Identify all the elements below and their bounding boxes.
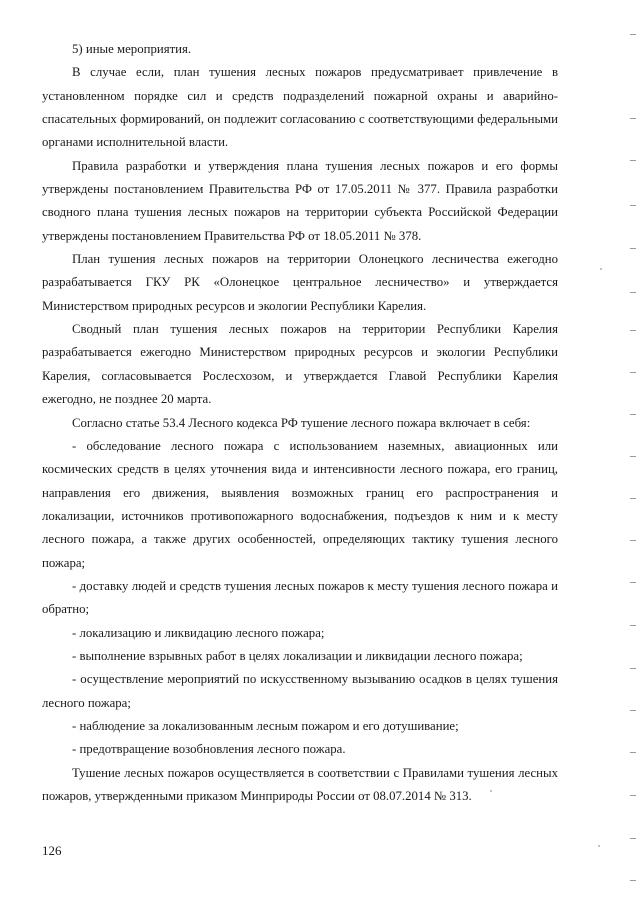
scan-mark — [630, 248, 636, 249]
list-item-artificial-precipitation: - осуществление мероприятий по искусственному вызыванию осадков в целях тушения лесного пожара; — [42, 672, 558, 710]
paragraph-plan-rules: Правила разработки и утверждения плана тушения лесных пожаров и его формы утверждены постановлением Правительства РФ от 17.05.2011 № 377. Правила разработки сводного плана тушения лесных пожаров на территории субъекта Российской Федерации утверждены постановлением Правительства РФ от 18.05.2011 № 378. — [42, 158, 558, 243]
scan-mark — [630, 625, 636, 626]
scan-mark — [630, 292, 636, 293]
scan-mark — [630, 880, 636, 881]
scan-mark — [630, 752, 636, 753]
paragraph-article-53-4: Согласно статье 53.4 Лесного кодекса РФ тушение лесного пожара включает в себя: — [72, 415, 531, 430]
list-item-prevention: - предотвращение возобновления лесного пожара. — [72, 742, 346, 757]
list-item-delivery: - доставку людей и средств тушения лесных пожаров к месту тушения лесного пожара и обратно; — [42, 578, 558, 617]
list-item-blasting: - выполнение взрывных работ в целях локализации и ликвидации лесного пожара; — [72, 648, 523, 663]
list-item-observation: - наблюдение за локализованным лесным пожаром и его дотушивание; — [72, 718, 459, 733]
scan-mark — [630, 118, 636, 119]
paragraph-olonets-plan: План тушения лесных пожаров на территории Олонецкого лесничества ежегодно разрабатывается ГКУ РК «Олонецкое центральное лесничество» и утверждается Министерством природных ресурсов и экологии Республики Карелия. — [42, 252, 558, 313]
scan-mark — [630, 668, 636, 669]
scan-mark — [630, 330, 636, 331]
scan-mark — [630, 205, 636, 206]
scan-mark — [630, 456, 636, 457]
scan-mark — [630, 540, 636, 541]
scan-mark — [630, 498, 636, 499]
scan-edge-marks — [616, 0, 640, 905]
scan-mark — [630, 582, 636, 583]
paragraph-summary-plan: Сводный план тушения лесных пожаров на территории Республики Карелия разрабатывается ежегодно Министерством природных ресурсов и экологии Республики Карелия, согласовывается Рослесхозом, и утверждается Главой Республики Карелия ежегодно, не позднее 20 марта. — [42, 322, 558, 407]
scan-speck — [600, 268, 602, 270]
scan-mark — [630, 160, 636, 161]
scan-mark — [630, 414, 636, 415]
body-text — [42, 38, 558, 808]
paragraph-fire-department-involvement: В случае если, план тушения лесных пожаров предусматривает привлечение в установленном порядке сил и средств подразделений пожарной охраны и аварийно-спасательных формирований, он подлежит согласованию с соответствующими федеральными органами исполнительной власти. — [42, 65, 558, 150]
scan-mark — [630, 710, 636, 711]
paragraph-other-measures: 5) иные мероприятия. — [72, 42, 192, 56]
list-item-inspection: - обследование лесного пожара с использованием наземных, авиационных или космических средств в целях уточнения вида и интенсивности лесного пожара, его границ, направления его движения, выявления возможных границ его распространения и локализации, источников противопожарного водоснабжения, подъездов к ним и к месту лесного пожара, а также других особенностей, определяющих тактику тушения лесного пожара; — [42, 438, 558, 570]
scan-mark — [630, 795, 636, 796]
scan-mark — [630, 372, 636, 373]
list-item-localization: - локализацию и ликвидацию лесного пожара; — [72, 625, 325, 640]
scan-mark — [630, 34, 636, 35]
paragraph-extinguishing-rules: Тушение лесных пожаров осуществляется в соответствии с Правилами тушения лесных пожаров, утвержденными приказом Минприроды России от 08.07.2014 № 313. — [42, 765, 558, 803]
scan-speck — [490, 790, 492, 792]
scan-speck — [598, 845, 600, 847]
scan-mark — [630, 838, 636, 839]
page-number: 126 — [42, 843, 62, 858]
